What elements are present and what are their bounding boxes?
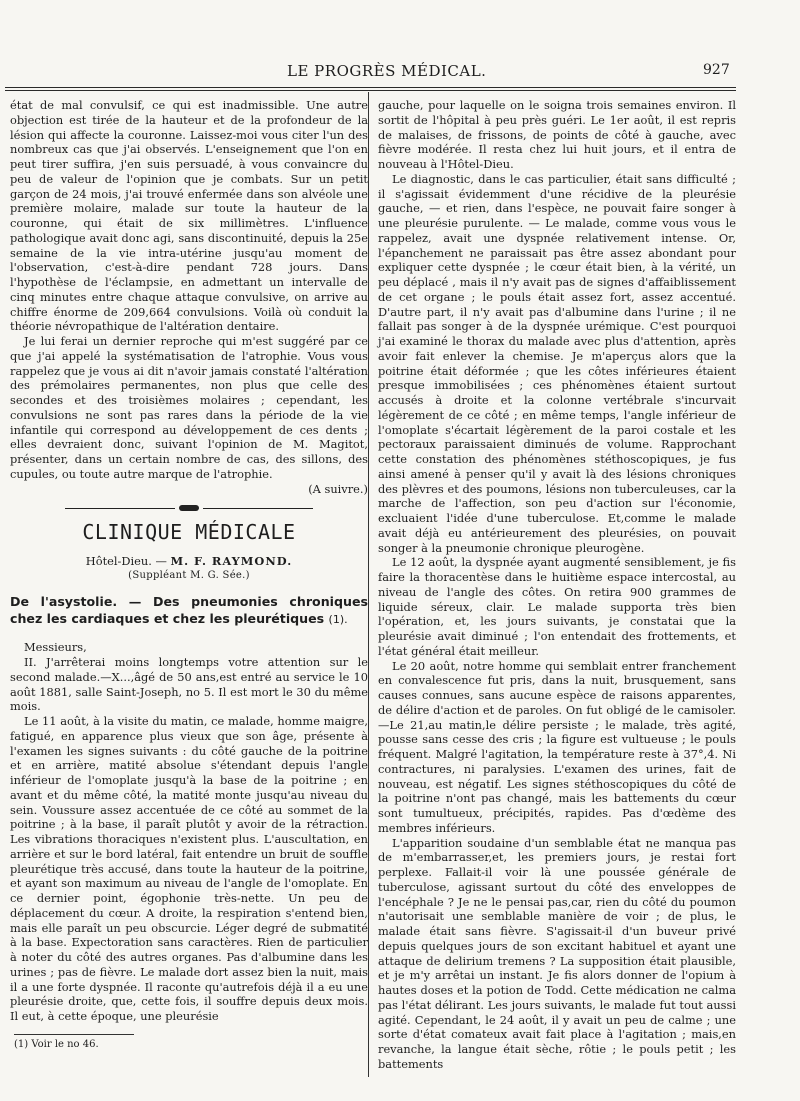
- section-title: CLINIQUE MÉDICALE: [82, 520, 296, 545]
- paragraph: II. J'arrêterai moins longtemps votre attention sur le second malade.—X...,âgé de 50 ans,est entré au service le 10 août 1881, salle Saint-Joseph, no 5. Il est mort le 30 du même mois.: [10, 655, 368, 714]
- paragraph: Le 11 août, à la visite du matin, ce malade, homme maigre, fatigué, en apparence plus vieux que son âge, présente à l'examen les signes suivants : du côté gauche de la poitrine et en arrière, matité absolue s'étendant depuis l'angle inférieur de l'omoplate jusqu'à la base de la poitrine ; en avant et du même côté, la matité monte jusqu'au niveau du sein. Voussure assez accentuée de ce côté au sommet de la poitrine ; à la base, il paraît plutôt y avoir de la rétraction. Les vibrations thoraciques n'existent plus. L'auscultation, en arrière et sur le bord latéral, fait entendre un bruit de souffle pleurétique très accusé, dans toute la hauteur de la poitrine, et ayant son maximum au niveau de l'angle de l'omoplate. En ce dernier point, égophonie très-nette. Un peu de déplacement du cœur. A droite, la respiration s'entend bien, mais elle paraît un peu obscurcie. Léger degré de submatité à la base. Expectoration sans caractères. Rien de particulier à noter du côté des autres organes. Pas d'albumine dans les urines ; pas de fièvre. Le malade dort assez bien la nuit, mais il a une forte dyspnée. Il raconte qu'autrefois déjà il a eu une pleurésie droite, que, cette fois, il souffre depuis deux mois. Il eut, à cette époque, une pleurésie: [10, 714, 368, 1023]
- page-header: [0, 58, 800, 84]
- paragraph: Le 20 août, notre homme qui semblait entrer franchement en convalescence fut pris, dans la nuit, brusquement, sans causes connues, sans aucune espèce de raisons apparentes, de délire d'action et de paroles. On fut obligé de le camisoler.—Le 21,au matin,le délire persiste ; le malade, très agité, pousse sans cesse des cris ; la figure est vultueuse ; le pouls fréquent. Malgré l'agitation, la température reste à 37°,4. Ni contractures, ni paralysies. L'examen des urines, fait de nouveau, est négatif. Les signes stéthoscopiques du côté de la poitrine n'ont pas changé, mais les battements du cœur sont tumultueux, précipités, rapides. Pas d'œdème des membres inférieurs.: [378, 658, 736, 835]
- footnote-ref: (1).: [328, 613, 348, 627]
- header-rule: [5, 87, 736, 88]
- to-be-continued: (A suivre.): [308, 481, 368, 496]
- footnote-rule: [14, 1034, 134, 1035]
- paragraph: Le 12 août, la dyspnée ayant augmenté sensiblement, je fis faire la thoracentèse dans le huitième espace intercostal, au niveau de l'angle des côtes. On retira 900 grammes de liquide séreux, clair. Le malade supporta très bien l'opération, et, les jours suivants, je constatai que la pleurésie avait diminué ; l'on entendait des frottements, et l'état général était meilleur.: [378, 555, 736, 658]
- right-column: [378, 98, 736, 1072]
- physician-name: M. F. RAYMOND.: [170, 554, 293, 569]
- article-title-text: De l'asystolie. — Des pneumonies chroniques chez les cardiaques et chez les pleurétiques: [10, 594, 368, 627]
- paragraph: Le diagnostic, dans le cas particulier, était sans difficulté ; il s'agissait évidemment d'une récidive de la pleurésie gauche, — et rien, dans l'espèce, ne pouvait faire songer à une pleurésie purulente. — Le malade, comme vous vous le rappelez, avait une dyspnée relativement intense. Or, l'épanchement ne paraissait pas être assez abondant pour expliquer cette dyspnée ; le cœur était bien, à la vérité, un peu déplacé , mais il n'y avait pas de signes d'affaiblissement de cet organe ; le pouls était assez fort, assez accentué. D'autre part, il n'y avait pas d'albumine dans l'urine ; il ne fallait pas songer à de la dyspnée urémique. C'est pourquoi j'ai examiné le thorax du malade avec plus d'attention, après avoir fait enlever la chemise. Je m'aperçus alors que la poitrine était déformée ; que les côtes inférieures étaient presque immobilisées ; ces phénomènes étaient surtout accusés à droite et la colonne vertébrale s'incurvait légèrement de ce côté ; en même temps, l'angle inférieur de l'omoplate s'écartait légèrement de la paroi costale et les pectoraux paraissaient diminués de volume. Rapprochant cette constation des phénomènes stéthoscopiques, je fus ainsi amené à penser qu'il y avait là des lésions chroniques des plèvres et des poumons, lésions non tuberculeuses, car la marche de l'affection, son peu d'action sur l'économie, excluaient l'idée d'une tuberculose. Et,comme le malade avait déjà eu antérieurement des pleurésies, on pouvait songer à la pneumonie chronique pleurogène.: [378, 171, 736, 555]
- footnote: (1) Voir le no 46.: [14, 1038, 99, 1050]
- ornament-divider: [10, 500, 368, 514]
- journal-title: LE PROGRÈS MÉDICAL.: [287, 62, 487, 80]
- salutation: Messieurs,: [24, 640, 87, 655]
- hospital-line: [10, 554, 368, 569]
- paragraph: L'apparition soudaine d'un semblable état ne manqua pas de m'embarrasser,et, les premiers jours, je restai fort perplexe. Fallait-il voir là une poussée générale de tuberculose, agissant surtout du côté des enveloppes de l'encéphale ? Je ne le pensai pas,car, rien du côté du poumon n'autorisait une semblable manière de voir ; de plus, le malade était sans fièvre. S'agissait-il d'un buveur privé depuis quelques jours de son excitant habituel et ayant une attaque de delirium tremens ? La supposition était plausible, et je m'y arrêtai un instant. Je fis alors donner de l'opium à hautes doses et la potion de Todd. Cette médication ne calma pas l'état délirant. Les jours suivants, le malade fut tout aussi agité. Cependant, le 24 août, il y avait un peu de calme ; une sorte d'état comateux avait fait place à l'agitation ; mais,en revanche, la langue était sèche, rôtie ; le pouls petit ; les battements: [378, 835, 736, 1071]
- left-column: [10, 98, 368, 1051]
- column-divider: [368, 92, 369, 1077]
- header-rule-thin: [5, 90, 736, 91]
- paragraph: gauche, pour laquelle on le soigna trois semaines environ. Il sortit de l'hôpital à peu près guéri. Le 1er août, il est repris de malaises, de frissons, de points de côté à gauche, avec fièvre modérée. Il resta chez lui huit jours, et il entra de nouveau à l'Hôtel-Dieu.: [378, 98, 736, 171]
- hospital-name: Hôtel-Dieu. —: [85, 554, 167, 569]
- paragraph: Je lui ferai un dernier reproche qui m'est suggéré par ce que j'ai appelé la systématisation de l'atrophie. Vous vous rappelez que je vous ai dit n'avoir jamais constaté l'altération des prémolaires permanentes, non plus que celle des secondes et des troisièmes molaires ; cependant, les convulsions ne sont pas rares dans la période de la vie infantile qui correspond au développement de ces dents ; elles devraient donc, suivant l'opinion de M. Magitot, présenter, dans un certain nombre de cas, des sillons, des cupules, ou toute autre marque de l'atrophie.: [10, 334, 368, 481]
- article-title: [10, 593, 368, 628]
- paragraph: état de mal convulsif, ce qui est inadmissible. Une autre objection est tirée de la hauteur et de la profondeur de la lésion qui affecte la couronne. Laissez-moi vous citer l'un des nombreux cas que j'ai observés. L'enseignement que l'on en peut tirer suffira, j'en suis persuadé, à vous convaincre du peu de valeur de l'opinion que je combats. Sur un petit garçon de 24 mois, j'ai trouvé enfermée dans son alvéole une première molaire, malade sur toute la hauteur de la couronne, qui était de six millimètres. L'influence pathologique avait donc agi, sans discontinuité, depuis la 25e semaine de la vie intra-utérine jusqu'au moment de l'observation, c'est-à-dire pendant 728 jours. Dans l'hypothèse de l'éclampsie, en admettant un intervalle de cinq minutes entre chaque attaque convulsive, on arrive au chiffre énorme de 209,664 convulsions. Voilà où conduit la théorie névropathique de l'altération dentaire.: [10, 98, 368, 334]
- substitute-line: (Suppléant M. G. Sée.): [128, 570, 250, 582]
- page-number: 927: [703, 62, 730, 78]
